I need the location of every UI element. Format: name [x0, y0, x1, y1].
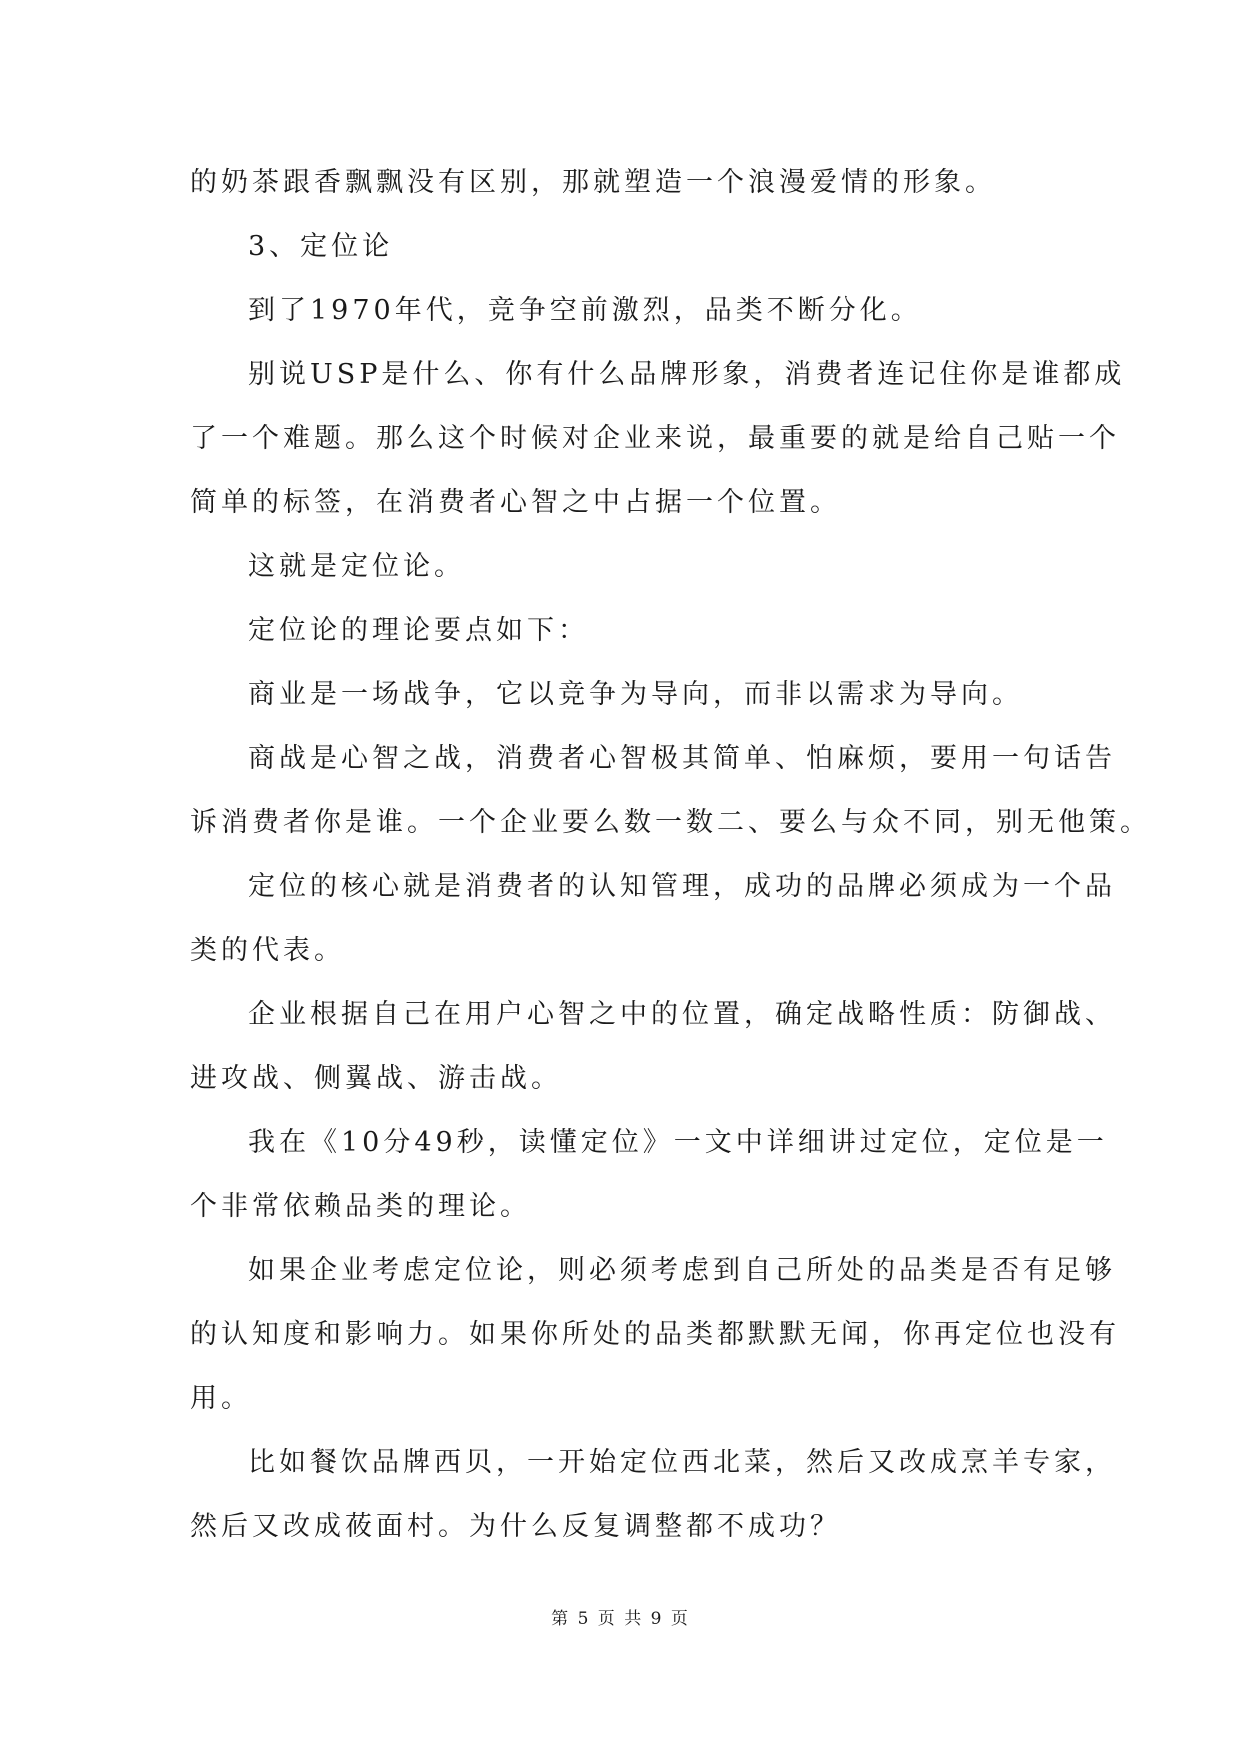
- text-line-6: 简单的标签，在消费者心智之中占据一个位置。: [190, 487, 841, 518]
- text-line-14: 企业根据自己在用户心智之中的位置，确定战略性质：防御战、: [248, 999, 1116, 1030]
- text-line-1: 的奶茶跟香飘飘没有区别，那就塑造一个浪漫爱情的形象。: [190, 167, 996, 198]
- text-line-5: 了一个难题。那么这个时候对企业来说，最重要的就是给自己贴一个: [190, 423, 1120, 454]
- text-line-17: 个非常依赖品类的理论。: [190, 1191, 531, 1222]
- text-line-13: 类的代表。: [190, 935, 345, 966]
- text-line-8: 定位论的理论要点如下：: [248, 615, 589, 646]
- text-line-16: 我在《10分49秒，读懂定位》一文中详细讲过定位，定位是一: [248, 1127, 1108, 1158]
- text-line-2: 3、定位论: [248, 231, 394, 262]
- text-line-22: 然后又改成莜面村。为什么反复调整都不成功？: [190, 1511, 841, 1542]
- text-line-4: 别说USP是什么、你有什么品牌形象，消费者连记住你是谁都成: [248, 359, 1126, 390]
- text-line-11: 诉消费者你是谁。一个企业要么数一数二、要么与众不同，别无他策。: [190, 807, 1151, 838]
- text-line-19: 的认知度和影响力。如果你所处的品类都默默无闻，你再定位也没有: [190, 1319, 1120, 1350]
- text-line-18: 如果企业考虑定位论，则必须考虑到自己所处的品类是否有足够: [248, 1255, 1116, 1286]
- text-line-21: 比如餐饮品牌西贝，一开始定位西北菜，然后又改成烹羊专家，: [248, 1447, 1116, 1478]
- text-line-3: 到了1970年代，竞争空前激烈，品类不断分化。: [248, 295, 922, 326]
- text-line-7: 这就是定位论。: [248, 551, 465, 582]
- text-line-10: 商战是心智之战，消费者心智极其简单、怕麻烦，要用一句话告: [248, 743, 1116, 774]
- text-line-20: 用。: [190, 1383, 252, 1414]
- text-line-12: 定位的核心就是消费者的认知管理，成功的品牌必须成为一个品: [248, 871, 1116, 902]
- page-number-footer: 第 5 页 共 9 页: [551, 1609, 690, 1629]
- text-line-15: 进攻战、侧翼战、游击战。: [190, 1063, 562, 1094]
- text-line-9: 商业是一场战争，它以竞争为导向，而非以需求为导向。: [248, 679, 1023, 710]
- body-text: [190, 151, 1151, 1559]
